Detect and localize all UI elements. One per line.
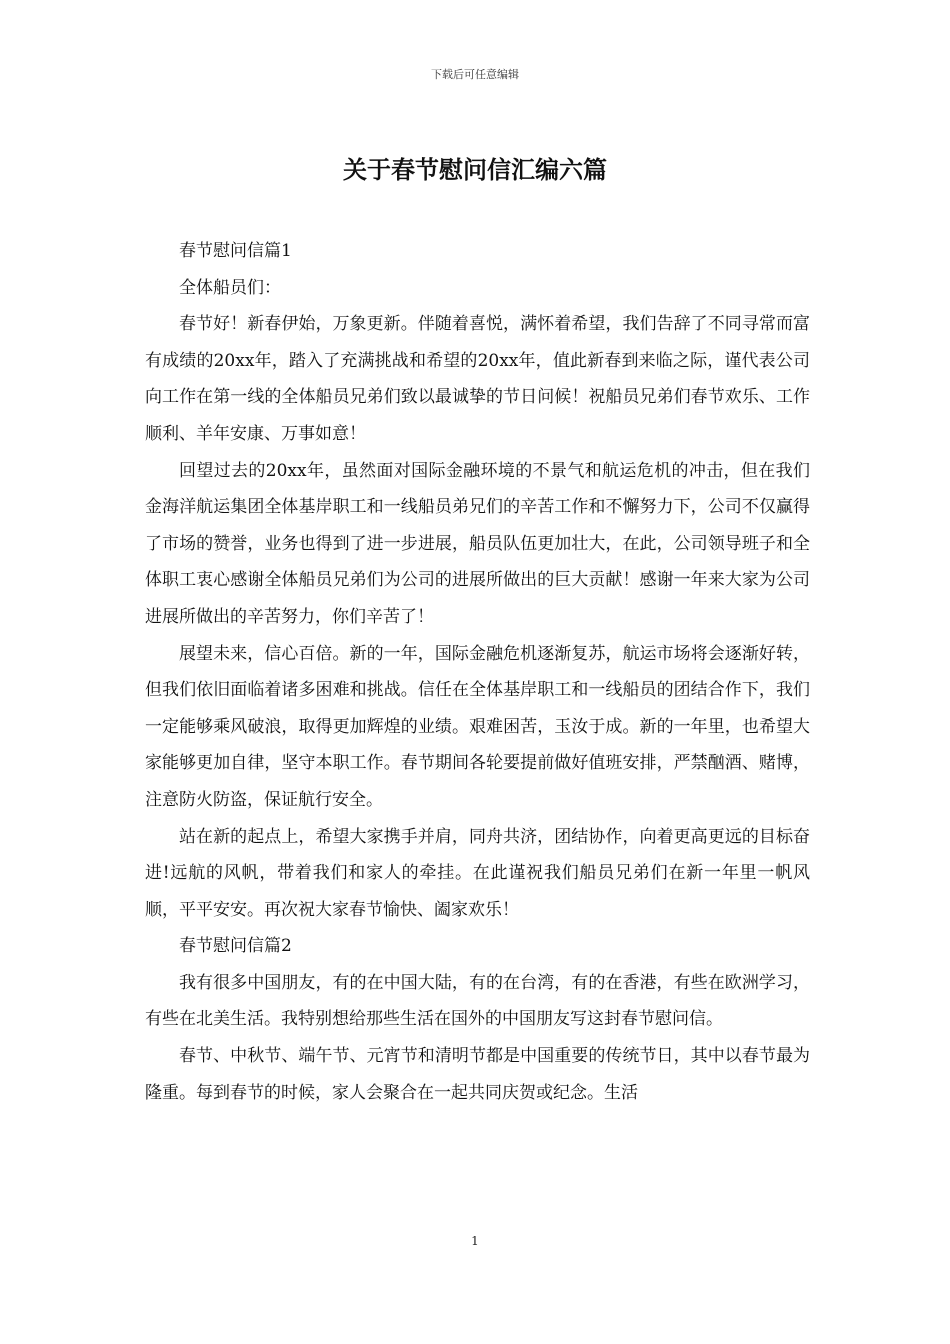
document-title: 关于春节慰问信汇编六篇 [343, 155, 607, 184]
body-paragraph: 我有很多中国朋友，有的在中国大陆，有的在台湾，有的在香港，有些在欧洲学习，有些在北美生活。我特别想给那些生活在国外的中国朋友写这封春节慰问信。 [145, 972, 810, 1030]
page-header-note: 下载后可任意编辑 [431, 68, 519, 81]
salutation: 全体船员们： [179, 277, 281, 298]
body-paragraph: 回望过去的20xx年，虽然面对国际金融环境的不景气和航运危机的冲击，但在我们金海洋航运集团全体基岸职工和一线船员弟兄们的辛苦工作和不懈努力下，公司不仅赢得了市场的赞誉，业务也得到了进一步进展，船员队伍更加壮大，在此，公司领导班子和全体职工衷心感谢全体船员兄弟们为公司的进展所做出的巨大贡献！感谢一年来大家为公司进展所做出的辛苦努力，你们辛苦了！ [145, 460, 810, 627]
body-paragraph: 站在新的起点上，希望大家携手并肩，同舟共济，团结协作，向着更高更远的目标奋进!远航的风帆，带着我们和家人的牵挂。在此谨祝我们船员兄弟们在新一年里一帆风顺，平平安安。再次祝大家春节愉快、阖家欢乐！ [145, 826, 810, 920]
section-heading-1: 春节慰问信篇1 [179, 241, 292, 261]
document-body [145, 233, 810, 1111]
body-paragraph: 展望未来，信心百倍。新的一年，国际金融危机逐渐复苏，航运市场将会逐渐好转，但我们依旧面临着诸多困难和挑战。信任在全体基岸职工和一线船员的团结合作下，我们一定能够乘风破浪，取得更加辉煌的业绩。艰难困苦，玉汝于成。新的一年里，也希望大家能够更加自律，坚守本职工作。春节期间各轮要提前做好值班安排，严禁酗酒、赌博，注意防火防盗，保证航行安全。 [145, 643, 810, 810]
page-number: 1 [471, 1234, 479, 1248]
body-paragraph: 春节、中秋节、端午节、元宵节和清明节都是中国重要的传统节日，其中以春节最为隆重。每到春节的时候，家人会聚合在一起共同庆贺或纪念。生活 [145, 1046, 810, 1103]
section-heading-2: 春节慰问信篇2 [179, 936, 292, 957]
body-paragraph: 春节好！新春伊始，万象更新。伴随着喜悦，满怀着希望，我们告辞了不同寻常而富有成绩的20xx年，踏入了充满挑战和希望的20xx年，值此新春到来临之际，谨代表公司向工作在第一线的全体船员兄弟们致以最诚挚的节日问候！祝船员兄弟们春节欢乐、工作顺利、羊年安康、万事如意！ [145, 314, 810, 444]
